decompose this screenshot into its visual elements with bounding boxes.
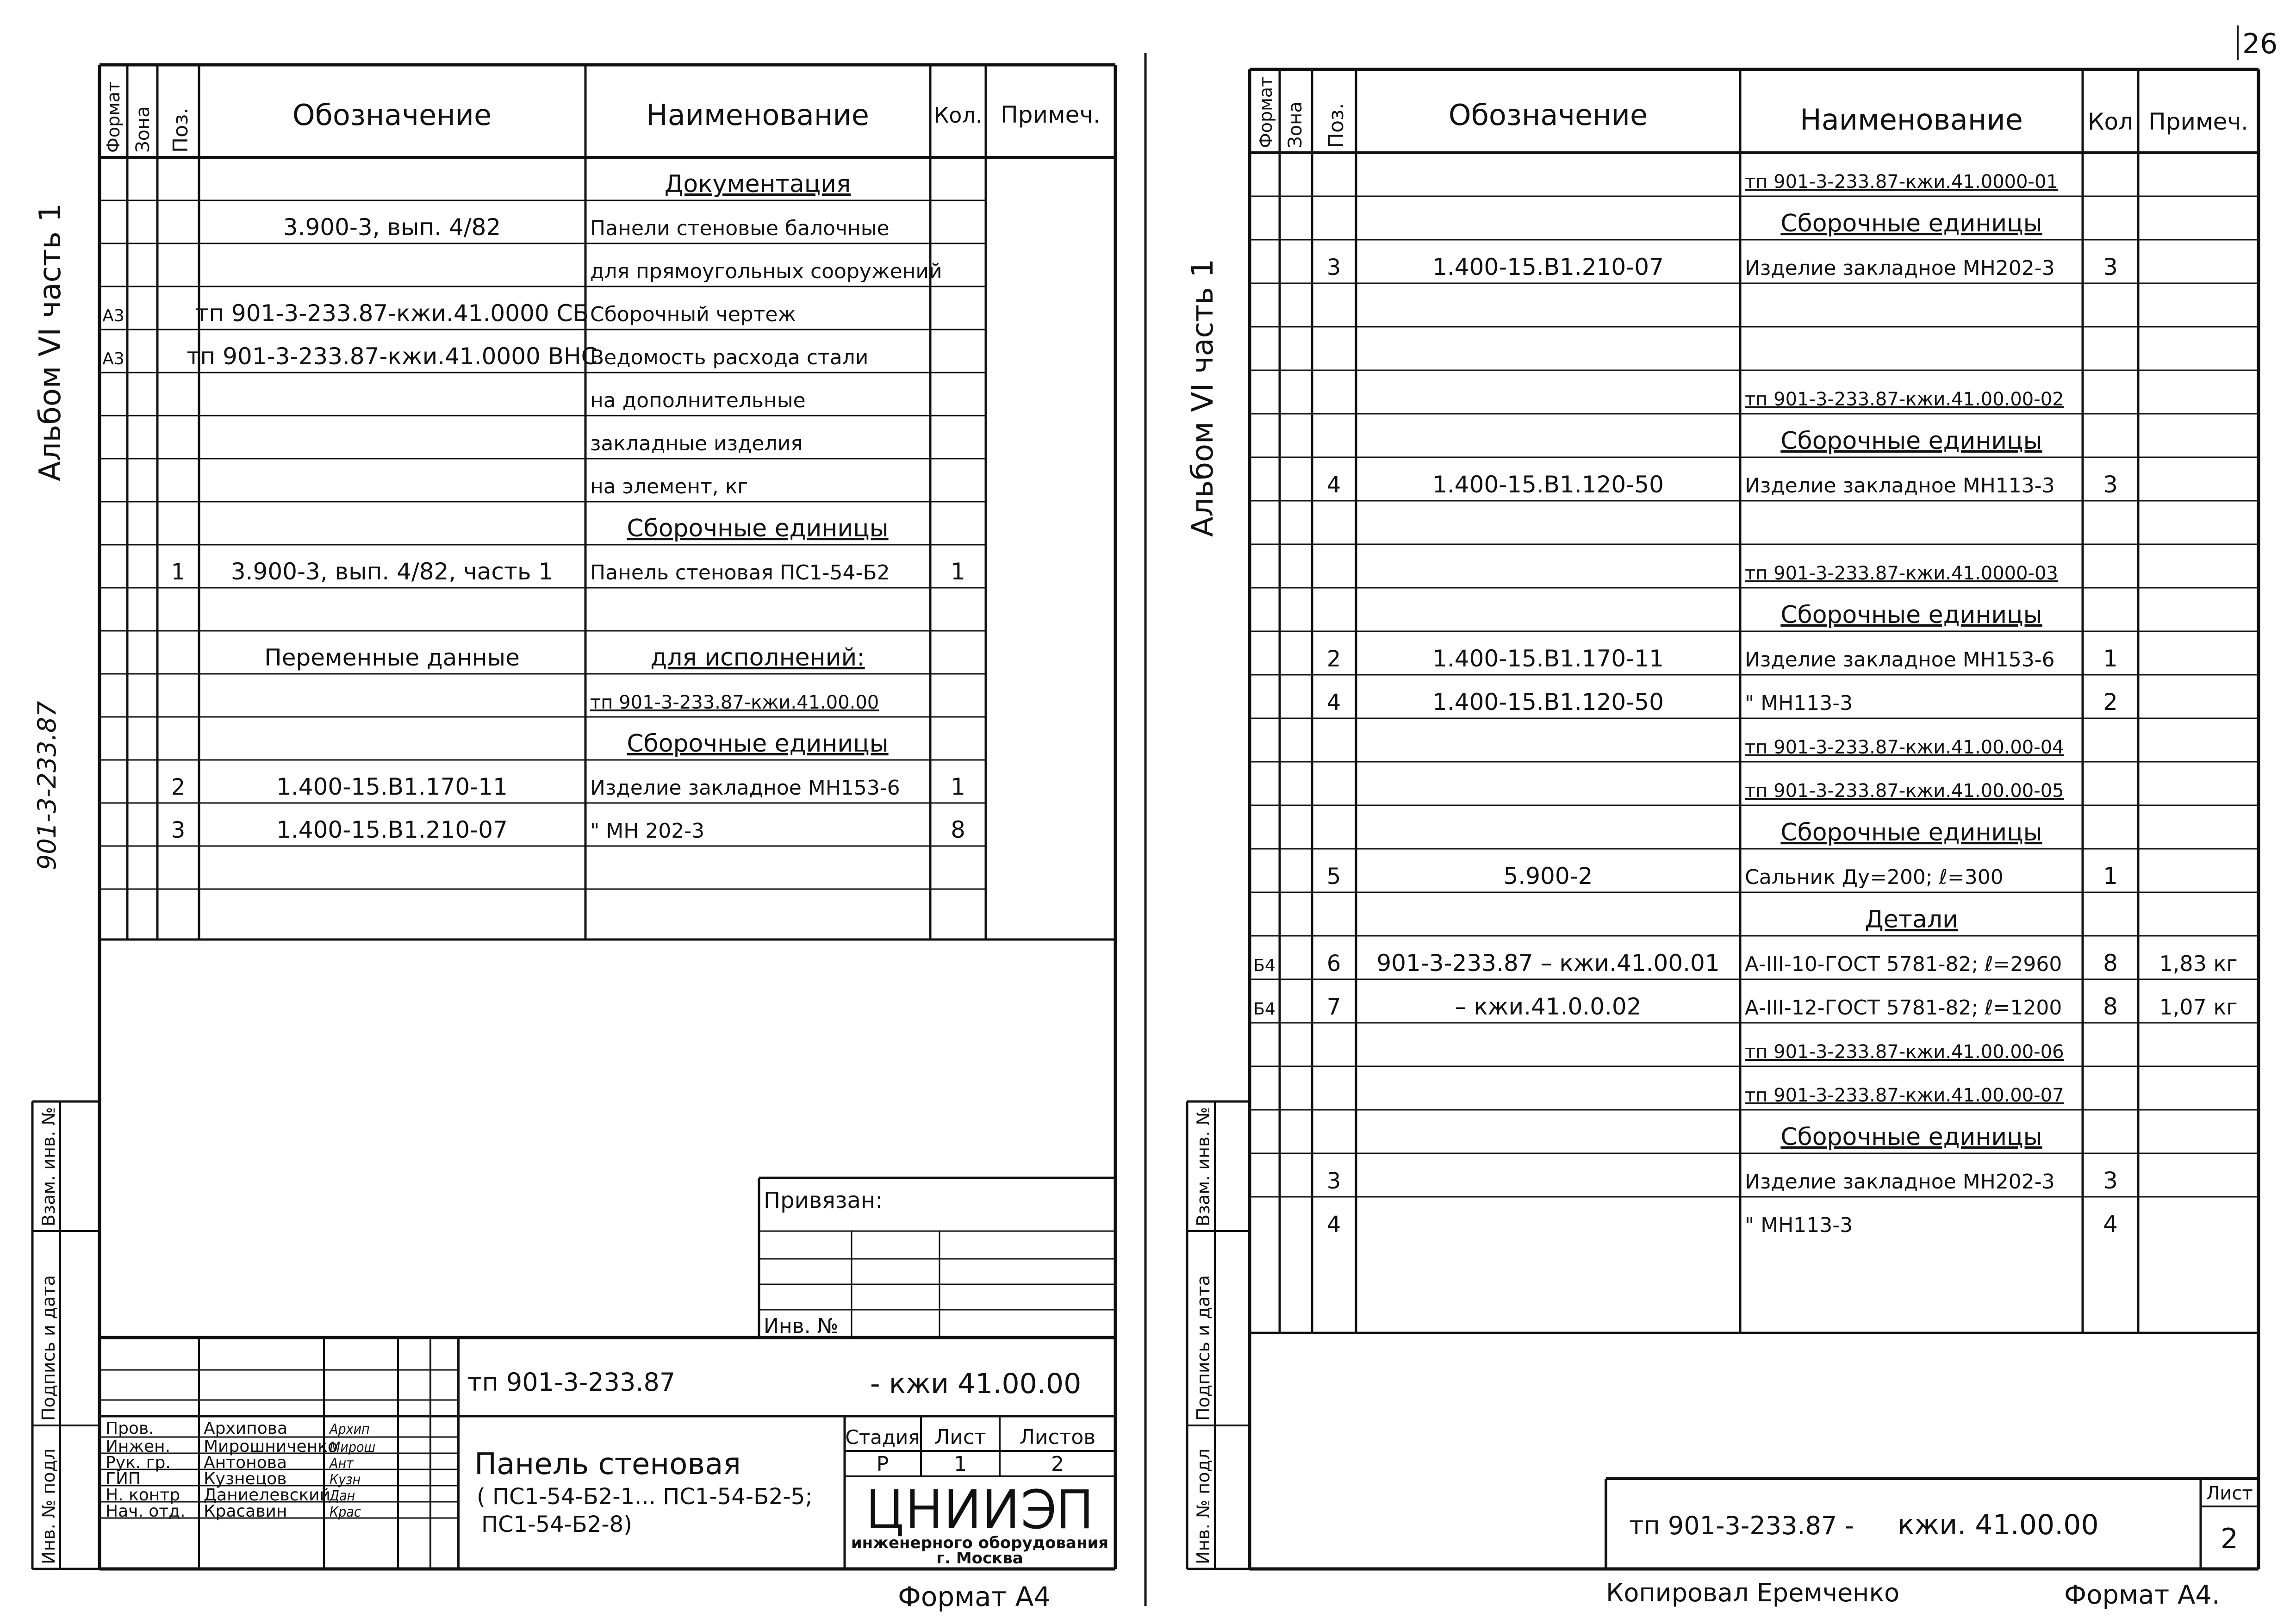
name-cell: Изделие закладное МН202-3 xyxy=(1745,256,2055,280)
designation-cell: 1.400-15.В1.210-07 xyxy=(276,816,508,843)
note-cell: 1,83 кг xyxy=(2159,951,2238,976)
person-name: Красавин xyxy=(204,1502,287,1521)
role-label: Инжен. xyxy=(106,1437,171,1456)
name-cell: тп 901-3-233.87-кжи.41.00.00-02 xyxy=(1745,389,2064,410)
pos-cell: 4 xyxy=(1326,690,1341,716)
signature: Крас xyxy=(330,1504,361,1520)
table-row xyxy=(590,389,806,412)
section-heading: для исполнений: xyxy=(650,644,865,672)
doc-code: тп 901-3-233.87 xyxy=(467,1368,676,1397)
table-row xyxy=(1780,601,2042,629)
table-row xyxy=(1745,737,2064,758)
org-line-3: г. Москва xyxy=(936,1549,1023,1568)
name-cell: Сборочный чертеж xyxy=(590,303,796,326)
name-cell: Изделие закладное МН202-3 xyxy=(1745,1170,2055,1194)
table-row xyxy=(171,816,965,843)
signature: Ант xyxy=(330,1456,354,1472)
table-row xyxy=(1745,1085,2064,1106)
table-row xyxy=(1253,950,2237,977)
album-label-left: Альбом VI часть 1 xyxy=(33,203,68,481)
table-row xyxy=(665,170,851,198)
table-row xyxy=(590,475,748,498)
section-heading: Сборочные единицы xyxy=(627,515,889,542)
table-row xyxy=(1327,1211,2118,1238)
table-row xyxy=(102,300,796,327)
person-name: Мирошниченко xyxy=(204,1437,338,1456)
designation-cell: 901-3-233.87 – кжи.41.00.01 xyxy=(1376,950,1720,977)
doc-code-suffix: - кжи 41.00.00 xyxy=(870,1368,1082,1400)
table-row xyxy=(1780,210,2042,237)
stamp-vzam-inv: Взам. инв. № xyxy=(1193,1107,1213,1226)
pos-cell: 3 xyxy=(171,817,186,843)
table-row xyxy=(590,260,942,283)
right-spec-table xyxy=(1253,171,2237,1238)
title-block xyxy=(106,1368,1108,1568)
designation-cell: Переменные данные xyxy=(264,644,520,671)
designation-cell: 1.400-15.В1.170-11 xyxy=(1432,645,1664,672)
signature: Кузн xyxy=(330,1472,361,1488)
person-name: Даниелевский xyxy=(204,1486,330,1505)
person-name: Кузнецов xyxy=(204,1469,287,1488)
name-cell: А-III-12-ГОСТ 5781-82; ℓ=1200 xyxy=(1745,996,2062,1020)
section-heading: Детали xyxy=(1865,906,1958,933)
name-cell: тп 901-3-233.87-кжи.41.0000-01 xyxy=(1745,171,2058,193)
pos-cell: 4 xyxy=(1326,1212,1341,1238)
name-cell: тп 901-3-233.87-кжи.41.00.00-07 xyxy=(1745,1085,2064,1106)
sheet-value: 1 xyxy=(954,1452,967,1476)
table-row xyxy=(590,432,803,455)
designation-cell: 5.900-2 xyxy=(1503,863,1593,890)
doc-code: тп 901-3-233.87 - xyxy=(1629,1511,1854,1540)
format-right: Формат А4. xyxy=(2064,1580,2220,1610)
qty-cell: 1 xyxy=(951,558,965,585)
header-name: Наименование xyxy=(646,98,869,132)
designation-cell: 1.400-15.В1.210-07 xyxy=(1432,254,1664,280)
name-cell: Изделие закладное МН113-3 xyxy=(1745,474,2055,498)
name-cell: Панель стеновая ПС1-54-Б2 xyxy=(590,561,890,585)
pos-cell: 4 xyxy=(1326,472,1341,498)
format-cell: Б4 xyxy=(1253,956,1276,975)
stamp-inv-podl: Инв. № подл xyxy=(1193,1448,1213,1564)
table-row xyxy=(1327,645,2118,672)
pos-cell: 3 xyxy=(1326,1168,1341,1194)
project-code-left: 901-3-233.87 xyxy=(32,701,62,870)
pos-cell: 5 xyxy=(1326,864,1341,890)
table-row xyxy=(1745,171,2058,193)
name-cell: на дополнительные xyxy=(590,389,806,412)
stamp-inv-podl: Инв. № подл xyxy=(38,1448,59,1564)
qty-cell: 2 xyxy=(2103,689,2118,716)
privyazan-label: Привязан: xyxy=(764,1188,883,1213)
name-cell: Изделие закладное МН153-6 xyxy=(1745,648,2055,672)
format-left: Формат А4 xyxy=(898,1581,1051,1612)
header-note: Примеч. xyxy=(1001,101,1101,128)
qty-cell: 1 xyxy=(2103,863,2118,890)
signature: Архип xyxy=(330,1421,370,1437)
header-qty: Кол. xyxy=(933,103,983,128)
name-cell: Сальник Ду=200; ℓ=300 xyxy=(1745,865,2004,889)
name-cell: Ведомость расхода стали xyxy=(590,346,869,369)
designation-cell: 1.400-15.В1.170-11 xyxy=(276,773,508,800)
role-label: Н. контр xyxy=(106,1486,180,1505)
person-name: Архипова xyxy=(204,1419,288,1438)
table-row xyxy=(1745,563,2058,584)
left-spec-table xyxy=(102,170,965,843)
org-line-2: инженерного оборудования xyxy=(851,1534,1109,1552)
table-row xyxy=(590,692,879,713)
name-cell: " МН113-3 xyxy=(1745,691,1853,715)
role-label: Пров. xyxy=(106,1419,154,1438)
section-heading: Сборочные единицы xyxy=(1780,601,2042,629)
sheet-label: Лист xyxy=(2206,1483,2253,1504)
format-cell: А3 xyxy=(102,349,124,368)
right-title-block xyxy=(1629,1483,2253,1555)
header-format: Формат xyxy=(103,81,124,153)
section-heading: Документация xyxy=(664,170,851,198)
table-row xyxy=(1780,819,2042,846)
table-row xyxy=(102,343,868,370)
sheets-label: Листов xyxy=(1019,1425,1096,1449)
name-cell: " МН 202-3 xyxy=(590,819,705,843)
stamp-podpis-data: Подпись и дата xyxy=(38,1275,59,1421)
sheets-value: 2 xyxy=(1051,1452,1064,1476)
left-header xyxy=(103,81,1101,153)
right-page xyxy=(1187,25,2259,1569)
table-row xyxy=(1745,1041,2064,1063)
name-cell: тп 901-3-233.87-кжи.41.00.00-05 xyxy=(1745,780,2064,802)
name-cell: на элемент, кг xyxy=(590,475,748,498)
table-row xyxy=(1745,389,2064,410)
table-row xyxy=(1745,780,2064,802)
signature: Дан xyxy=(330,1488,355,1504)
header-note: Примеч. xyxy=(2148,108,2248,135)
copied-by: Копировал Еремченко xyxy=(1606,1578,1900,1607)
privyazan-inv-label: Инв. № xyxy=(764,1314,839,1338)
pos-cell: 6 xyxy=(1326,951,1341,977)
pos-cell: 1 xyxy=(171,559,186,585)
album-label-right: Альбом VI часть 1 xyxy=(1186,259,1220,537)
name-cell: тп 901-3-233.87-кжи.41.00.00-06 xyxy=(1745,1041,2064,1063)
sheet-value: 2 xyxy=(2220,1523,2239,1555)
format-cell: Б4 xyxy=(1253,1000,1276,1019)
designation-cell: 3.900-3, вып. 4/82, часть 1 xyxy=(230,558,554,585)
role-label: Нач. отд. xyxy=(106,1502,186,1521)
qty-cell: 1 xyxy=(951,773,965,800)
role-label: ГИП xyxy=(106,1469,141,1488)
header-designation: Обозначение xyxy=(292,98,492,132)
qty-cell: 3 xyxy=(2103,471,2118,498)
header-designation: Обозначение xyxy=(1448,98,1648,132)
header-format: Формат xyxy=(1256,76,1276,148)
qty-cell: 4 xyxy=(2103,1211,2118,1238)
qty-cell: 8 xyxy=(951,816,965,843)
name-cell: тп 901-3-233.87-кжи.41.0000-03 xyxy=(1745,563,2058,584)
name-cell: тп 901-3-233.87-кжи.41.00.00-04 xyxy=(1745,737,2064,758)
table-row xyxy=(171,558,965,585)
qty-cell: 8 xyxy=(2103,950,2118,977)
qty-cell: 1 xyxy=(2103,645,2118,672)
page-number: 26 xyxy=(2242,28,2278,60)
stage-value: Р xyxy=(876,1452,889,1476)
section-heading: Сборочные единицы xyxy=(1780,210,2042,237)
title-line-2: ( ПС1-54-Б2-1... ПС1-54-Б2-5; xyxy=(477,1484,813,1510)
pos-cell: 3 xyxy=(1326,255,1341,280)
person-name: Антонова xyxy=(204,1453,287,1472)
signature: Мирош xyxy=(330,1439,376,1456)
pos-cell: 2 xyxy=(171,774,186,800)
title-line-1: Панель стеновая xyxy=(474,1447,741,1481)
name-cell: " МН113-3 xyxy=(1745,1213,1853,1237)
table-row xyxy=(1327,689,2118,716)
designation-cell: 1.400-15.В1.120-50 xyxy=(1432,471,1664,498)
format-cell: А3 xyxy=(102,306,124,325)
table-row xyxy=(1865,906,1958,933)
section-heading: Сборочные единицы xyxy=(627,730,889,758)
right-header xyxy=(1256,77,2248,148)
designation-cell: тп 901-3-233.87-кжи.41.0000 ВНС xyxy=(187,343,597,370)
side-stamp-right xyxy=(1193,1107,1213,1564)
stamp-vzam-inv: Взам. инв. № xyxy=(38,1107,59,1226)
table-row xyxy=(627,730,888,758)
name-cell: для прямоугольных сооружений xyxy=(590,260,942,283)
name-cell: Изделие закладное МН153-6 xyxy=(590,776,900,800)
table-row xyxy=(627,515,888,542)
role-label: Рук. гр. xyxy=(106,1453,171,1472)
pos-cell: 7 xyxy=(1326,994,1341,1020)
org-name: ЦНИИЭП xyxy=(865,1480,1094,1539)
title-line-3: ПС1-54-Б2-8) xyxy=(481,1512,632,1537)
table-row xyxy=(171,773,965,800)
name-cell: закладные изделия xyxy=(590,432,803,455)
table-row xyxy=(1327,471,2118,498)
table-row xyxy=(1327,254,2118,280)
qty-cell: 8 xyxy=(2103,993,2118,1020)
header-zone: Зона xyxy=(1285,101,1306,148)
table-row xyxy=(1253,993,2237,1020)
pos-cell: 2 xyxy=(1326,646,1341,672)
name-cell: Панели стеновые балочные xyxy=(590,217,890,240)
stage-label: Стадия xyxy=(845,1426,920,1449)
qty-cell: 3 xyxy=(2103,1167,2118,1194)
designation-cell: 1.400-15.В1.120-50 xyxy=(1432,689,1664,716)
table-row xyxy=(1780,1123,2042,1151)
designation-cell: 3.900-3, вып. 4/82 xyxy=(283,214,501,241)
section-heading: Сборочные единицы xyxy=(1780,427,2042,455)
table-row xyxy=(264,644,865,672)
name-cell: тп 901-3-233.87-кжи.41.00.00 xyxy=(590,692,879,713)
side-stamp-left xyxy=(38,1107,59,1564)
sheet-label: Лист xyxy=(934,1425,986,1449)
section-heading: Сборочные единицы xyxy=(1780,1123,2042,1151)
section-heading: Сборочные единицы xyxy=(1780,819,2042,846)
qty-cell: 3 xyxy=(2103,254,2118,280)
signature-row xyxy=(106,1419,370,1438)
note-cell: 1,07 кг xyxy=(2159,995,2238,1020)
header-name: Наименование xyxy=(1800,103,2023,137)
name-cell: А-III-10-ГОСТ 5781-82; ℓ=2960 xyxy=(1745,952,2062,976)
header-pos: Поз. xyxy=(1325,103,1348,148)
stamp-podpis-data: Подпись и дата xyxy=(1193,1275,1213,1421)
header-zone: Зона xyxy=(132,106,154,153)
table-row xyxy=(1327,863,2118,890)
doc-code-suffix: кжи. 41.00.00 xyxy=(1898,1509,2099,1541)
header-qty: Кол xyxy=(2087,108,2134,135)
header-pos: Поз. xyxy=(169,107,193,153)
table-row xyxy=(1327,1167,2118,1194)
designation-cell: тп 901-3-233.87-кжи.41.0000 СБ xyxy=(195,300,589,327)
designation-cell: – кжи.41.0.0.02 xyxy=(1455,993,1642,1020)
table-row xyxy=(1780,427,2042,455)
